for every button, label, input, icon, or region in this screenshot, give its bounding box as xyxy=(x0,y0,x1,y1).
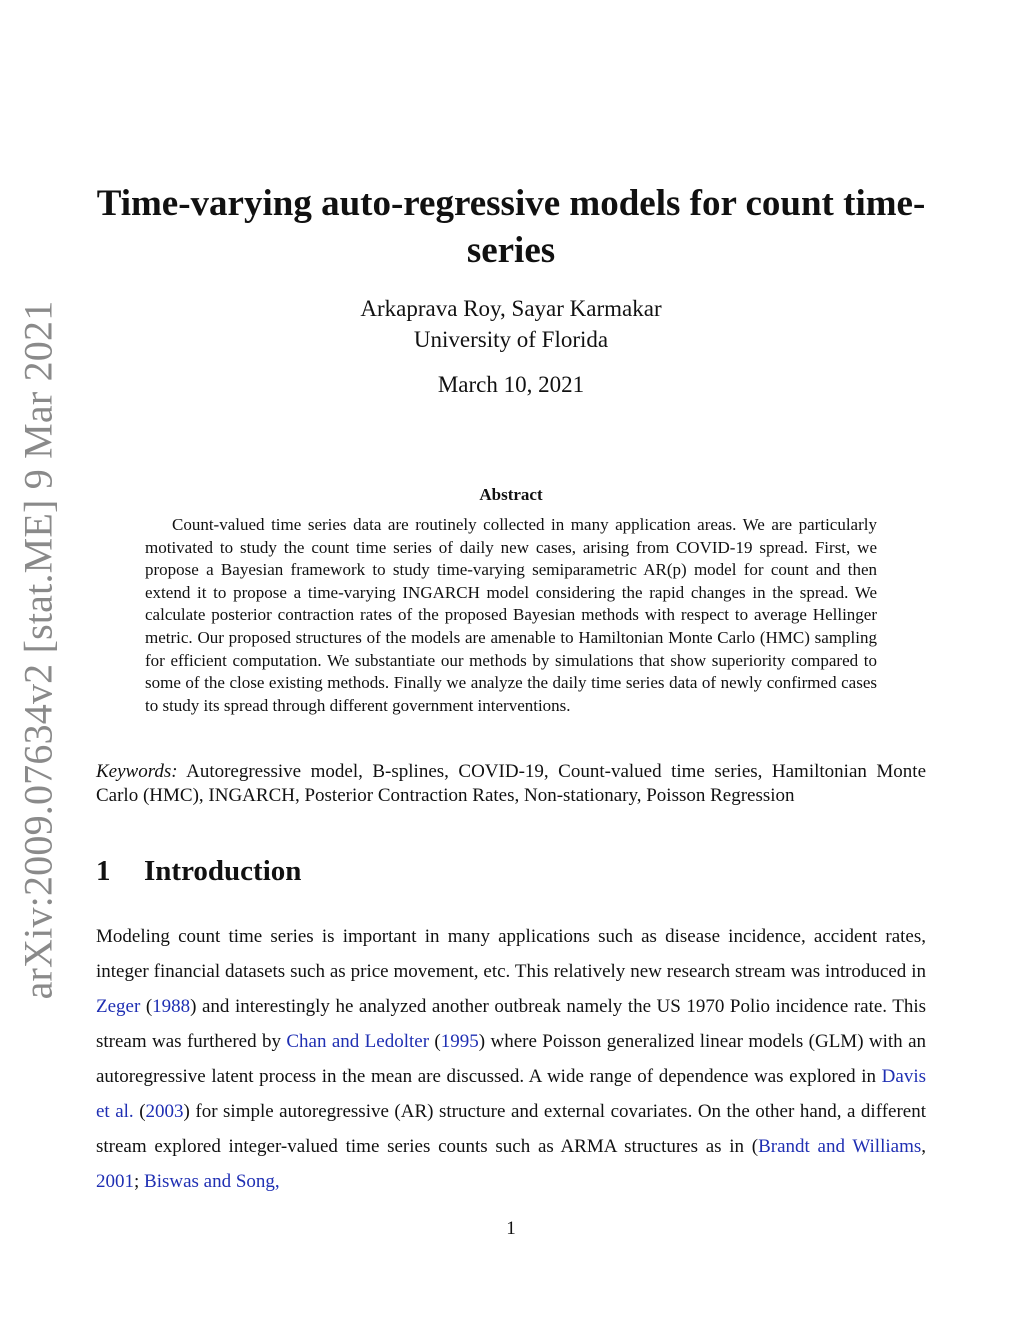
intro-text: ; xyxy=(134,1171,145,1192)
section-number: 1 xyxy=(96,855,111,887)
keywords-text: Autoregressive model, B-splines, COVID-19, Count-valued time series, Hamiltonian Monte Carlo (HMC), INGARCH, Posterior Contraction Rates, Non-stationary, Poisson Regression xyxy=(96,761,926,806)
intro-text: ( xyxy=(429,1031,441,1052)
intro-text: , xyxy=(921,1136,926,1157)
citation-year-link[interactable]: 1988 xyxy=(152,996,191,1017)
paper-title: Time-varying auto-regressive models for count time-series xyxy=(96,183,926,271)
citation-link[interactable]: Zeger xyxy=(96,996,141,1017)
keywords-label: Keywords: xyxy=(96,761,178,782)
author-affiliation: University of Florida xyxy=(413,327,609,352)
paper-date: March 10, 2021 xyxy=(437,372,585,397)
section-title: Introduction xyxy=(144,855,302,887)
intro-text: ) where Poisson generalized linear models (GLM) with an autoregressive latent process in the mean are discussed. A wide range of dependence was explored in xyxy=(96,1031,926,1087)
intro-text: ( xyxy=(133,1101,146,1122)
page-number: 1 xyxy=(506,1218,516,1239)
citation-link[interactable]: Brandt and Williams xyxy=(758,1136,922,1157)
introduction-paragraph xyxy=(96,919,926,1199)
abstract-heading: Abstract xyxy=(479,485,543,504)
citation-year-link[interactable]: 2003 xyxy=(145,1101,184,1122)
author-names: Arkaprava Roy, Sayar Karmakar xyxy=(360,296,662,321)
abstract-text: Count-valued time series data are routinely collected in many application areas. We are particularly motivated to study the count time series of daily new cases, arising from COVID-19 spread. First, we propose a Bayesian framework to study time-varying semiparametric AR(p) model for count and then extend it to propose a time-varying INGARCH model considering the rapid changes in the spread. We calculate posterior contraction rates of the proposed Bayesian methods with respect to average Hellinger metric. Our proposed structures of the models are amenable to Hamiltonian Monte Carlo (HMC) sampling for efficient computation. We substantiate our methods by simulations that show superiority compared to some of the close existing methods. Finally we analyze the daily time series data of newly confirmed cases to study its spread through different government interventions. xyxy=(145,515,877,715)
author-block xyxy=(96,293,926,355)
intro-text: Modeling count time series is important in many applications such as disease incidence, accident rates, integer financial datasets such as price movement, etc. This relatively new research stream was introduced in xyxy=(96,926,926,982)
intro-text: ) and interestingly he analyzed another outbreak namely the US 1970 Polio incidence rate. This stream was furthered by xyxy=(96,996,926,1052)
intro-text: ( xyxy=(140,996,153,1017)
citation-link[interactable]: Chan and Ledolter xyxy=(286,1031,430,1052)
arxiv-identifier-stamp[interactable]: arXiv:2009.07634v2 [stat.ME] 9 Mar 2021 xyxy=(15,300,61,1000)
citation-year-link[interactable]: 1995 xyxy=(440,1031,479,1052)
citation-year-link[interactable]: 2001 xyxy=(96,1171,134,1192)
section-heading xyxy=(96,855,301,888)
citation-link[interactable]: Biswas and Song, xyxy=(144,1171,280,1192)
keywords-paragraph xyxy=(96,760,926,808)
citation-link[interactable]: Davis et al. xyxy=(96,1066,926,1122)
intro-text: ) for simple autoregressive (AR) structure and external covariates. On the other hand, a different stream explored integer-valued time series counts such as ARMA structures as in ( xyxy=(96,1101,926,1157)
